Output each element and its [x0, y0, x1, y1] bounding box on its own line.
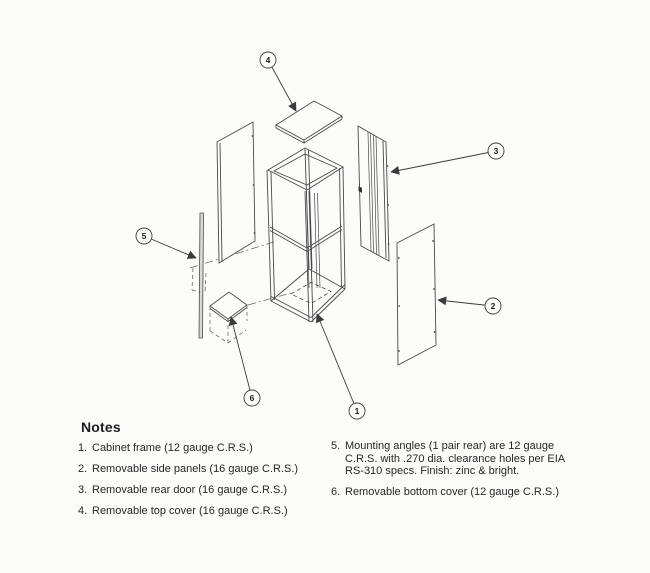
note-item-2	[78, 463, 328, 476]
note-text: Mounting angles (1 pair rear) are 12 gauge C.R.S. with .270 dia. clearance holes per EIA RS-310 specs. Finish: zinc & bright.	[345, 440, 565, 477]
leader-line-6	[231, 317, 252, 398]
note-text: Removable side panels (16 gauge C.R.S.)	[92, 463, 299, 475]
notes-column-left	[78, 442, 328, 526]
mounting-angle	[199, 213, 204, 338]
callout-2-number: 2	[490, 301, 496, 311]
callout-3-number: 3	[493, 146, 499, 156]
leader-line-3	[391, 151, 496, 172]
note-item-3	[78, 484, 328, 497]
leader-line-4	[268, 60, 296, 111]
rear-door	[358, 126, 389, 261]
callout-6	[244, 390, 260, 406]
alignment-centerlines	[190, 241, 291, 305]
note-item-1	[78, 442, 328, 455]
callout-3	[488, 143, 504, 159]
top-cover-panel	[276, 101, 342, 143]
note-item-6	[331, 486, 579, 499]
leader-line-1	[317, 314, 357, 411]
leader-line-5	[144, 236, 196, 258]
note-number: 3.	[78, 484, 88, 496]
callout-6-number: 6	[249, 393, 255, 403]
bottom-cover-panel	[210, 292, 247, 322]
frame-floor-dashed-outline	[291, 283, 331, 304]
note-number: 5.	[331, 440, 341, 452]
side-panel-right	[397, 224, 436, 365]
note-text: Cabinet frame (12 gauge C.R.S.)	[92, 442, 253, 454]
callout-5	[136, 228, 152, 244]
notes-title: Notes	[81, 419, 121, 435]
callout-4-number: 4	[265, 55, 271, 65]
callout-5-number: 5	[141, 231, 147, 241]
note-number: 4.	[78, 505, 88, 517]
notes-column-right	[331, 440, 579, 506]
note-item-5	[331, 440, 579, 478]
note-number: 6.	[331, 485, 341, 498]
callout-1-number: 1	[354, 406, 360, 416]
callout-2	[485, 298, 501, 314]
note-text: Removable top cover (16 gauge C.R.S.)	[92, 505, 288, 517]
side-panel-left	[217, 122, 255, 263]
note-text: Removable rear door (16 gauge C.R.S.)	[92, 484, 288, 496]
cabinet-frame	[267, 148, 345, 322]
callout-4	[260, 52, 276, 68]
note-number: 1.	[78, 442, 88, 454]
note-number: 2.	[78, 463, 88, 475]
note-text: Removable bottom cover (12 gauge C.R.S.)	[345, 485, 559, 498]
note-item-4	[78, 505, 328, 518]
callout-1	[349, 403, 365, 419]
